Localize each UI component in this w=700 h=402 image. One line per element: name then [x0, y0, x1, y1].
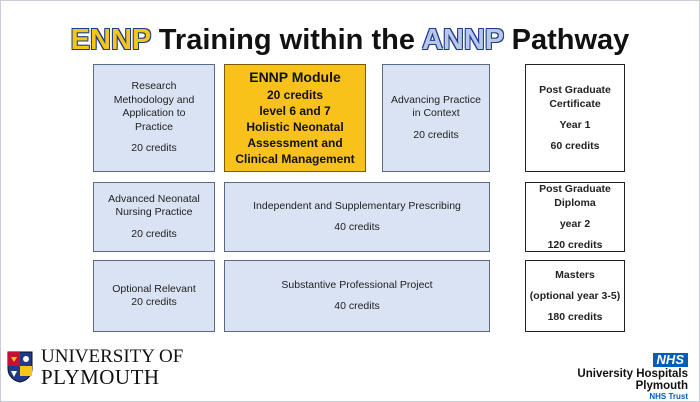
- professional-project-box: [224, 260, 490, 332]
- advancing-line1: Advancing Practice: [391, 93, 481, 106]
- research-credits: 20 credits: [131, 142, 177, 155]
- advanced-neonatal-line2: Nursing Practice: [115, 206, 193, 219]
- project-line1: Substantive Professional Project: [281, 278, 433, 291]
- project-credits: 40 credits: [334, 300, 380, 312]
- advancing-credits: 20 credits: [413, 128, 459, 141]
- ennp-module-title: ENNP Module: [249, 69, 341, 85]
- research-line1: Research: [131, 80, 177, 93]
- pg-diploma-credits: 120 credits: [547, 239, 603, 251]
- pg-diploma-year: year 2: [559, 218, 591, 230]
- pg-diploma-line2: Diploma: [554, 197, 596, 209]
- pg-certificate-line2: Certificate: [549, 98, 601, 110]
- title-middle: Training within the: [150, 24, 422, 56]
- title-annp: ANNP: [421, 24, 504, 56]
- nhs-badge: NHS: [653, 353, 688, 367]
- prescribing-line1: Independent and Supplementary Prescribing: [253, 199, 461, 212]
- university-logo: [7, 347, 183, 387]
- title-end: Pathway: [503, 24, 630, 56]
- pg-certificate-year: Year 1: [559, 119, 591, 131]
- research-methodology-box: [93, 64, 215, 172]
- pg-certificate-line1: Post Graduate: [539, 84, 611, 96]
- ennp-module-level: level 6 and 7: [259, 104, 331, 118]
- optional-relevant-box: [93, 260, 215, 332]
- pg-certificate-box: [525, 64, 625, 172]
- advancing-line2: in Context: [412, 107, 460, 120]
- slide-title: [0, 24, 700, 57]
- advanced-neonatal-credits: 20 credits: [131, 227, 177, 240]
- pg-diploma-box: [525, 182, 625, 252]
- optional-line1: Optional Relevant: [112, 282, 196, 295]
- prescribing-credits: 40 credits: [334, 221, 380, 233]
- ennp-module-line2: Assessment and: [247, 136, 343, 150]
- nhs-line2: Plymouth: [635, 380, 688, 392]
- prescribing-box: [224, 182, 490, 252]
- research-line4: Practice: [135, 120, 173, 133]
- masters-line2: (optional year 3-5): [529, 290, 621, 302]
- university-name-line2: PLYMOUTH: [41, 365, 160, 389]
- advanced-neonatal-box: [93, 182, 215, 252]
- university-name-line1: UNIVERSITY OF: [41, 346, 184, 367]
- masters-box: [525, 260, 625, 332]
- ennp-module-line1: Holistic Neonatal: [246, 120, 344, 134]
- nhs-line3: NHS Trust: [649, 392, 688, 401]
- nhs-line1: University Hospitals: [577, 368, 688, 380]
- masters-line1: Masters: [555, 269, 595, 281]
- title-ennp: ENNP: [70, 24, 151, 56]
- research-line3: Application to: [122, 107, 186, 120]
- ennp-module-line3: Clinical Management: [235, 152, 355, 166]
- masters-credits: 180 credits: [547, 311, 603, 323]
- pg-diploma-line1: Post Graduate: [539, 183, 611, 195]
- advancing-practice-box: [382, 64, 490, 172]
- optional-credits: 20 credits: [131, 296, 177, 308]
- university-crest-icon: [7, 351, 33, 383]
- ennp-module-box: [224, 64, 366, 172]
- research-line2: Methodology and: [113, 93, 195, 106]
- advanced-neonatal-line1: Advanced Neonatal: [108, 192, 200, 205]
- ennp-module-credits: 20 credits: [266, 88, 324, 102]
- pg-certificate-credits: 60 credits: [550, 140, 600, 152]
- nhs-trust-logo: [577, 353, 688, 401]
